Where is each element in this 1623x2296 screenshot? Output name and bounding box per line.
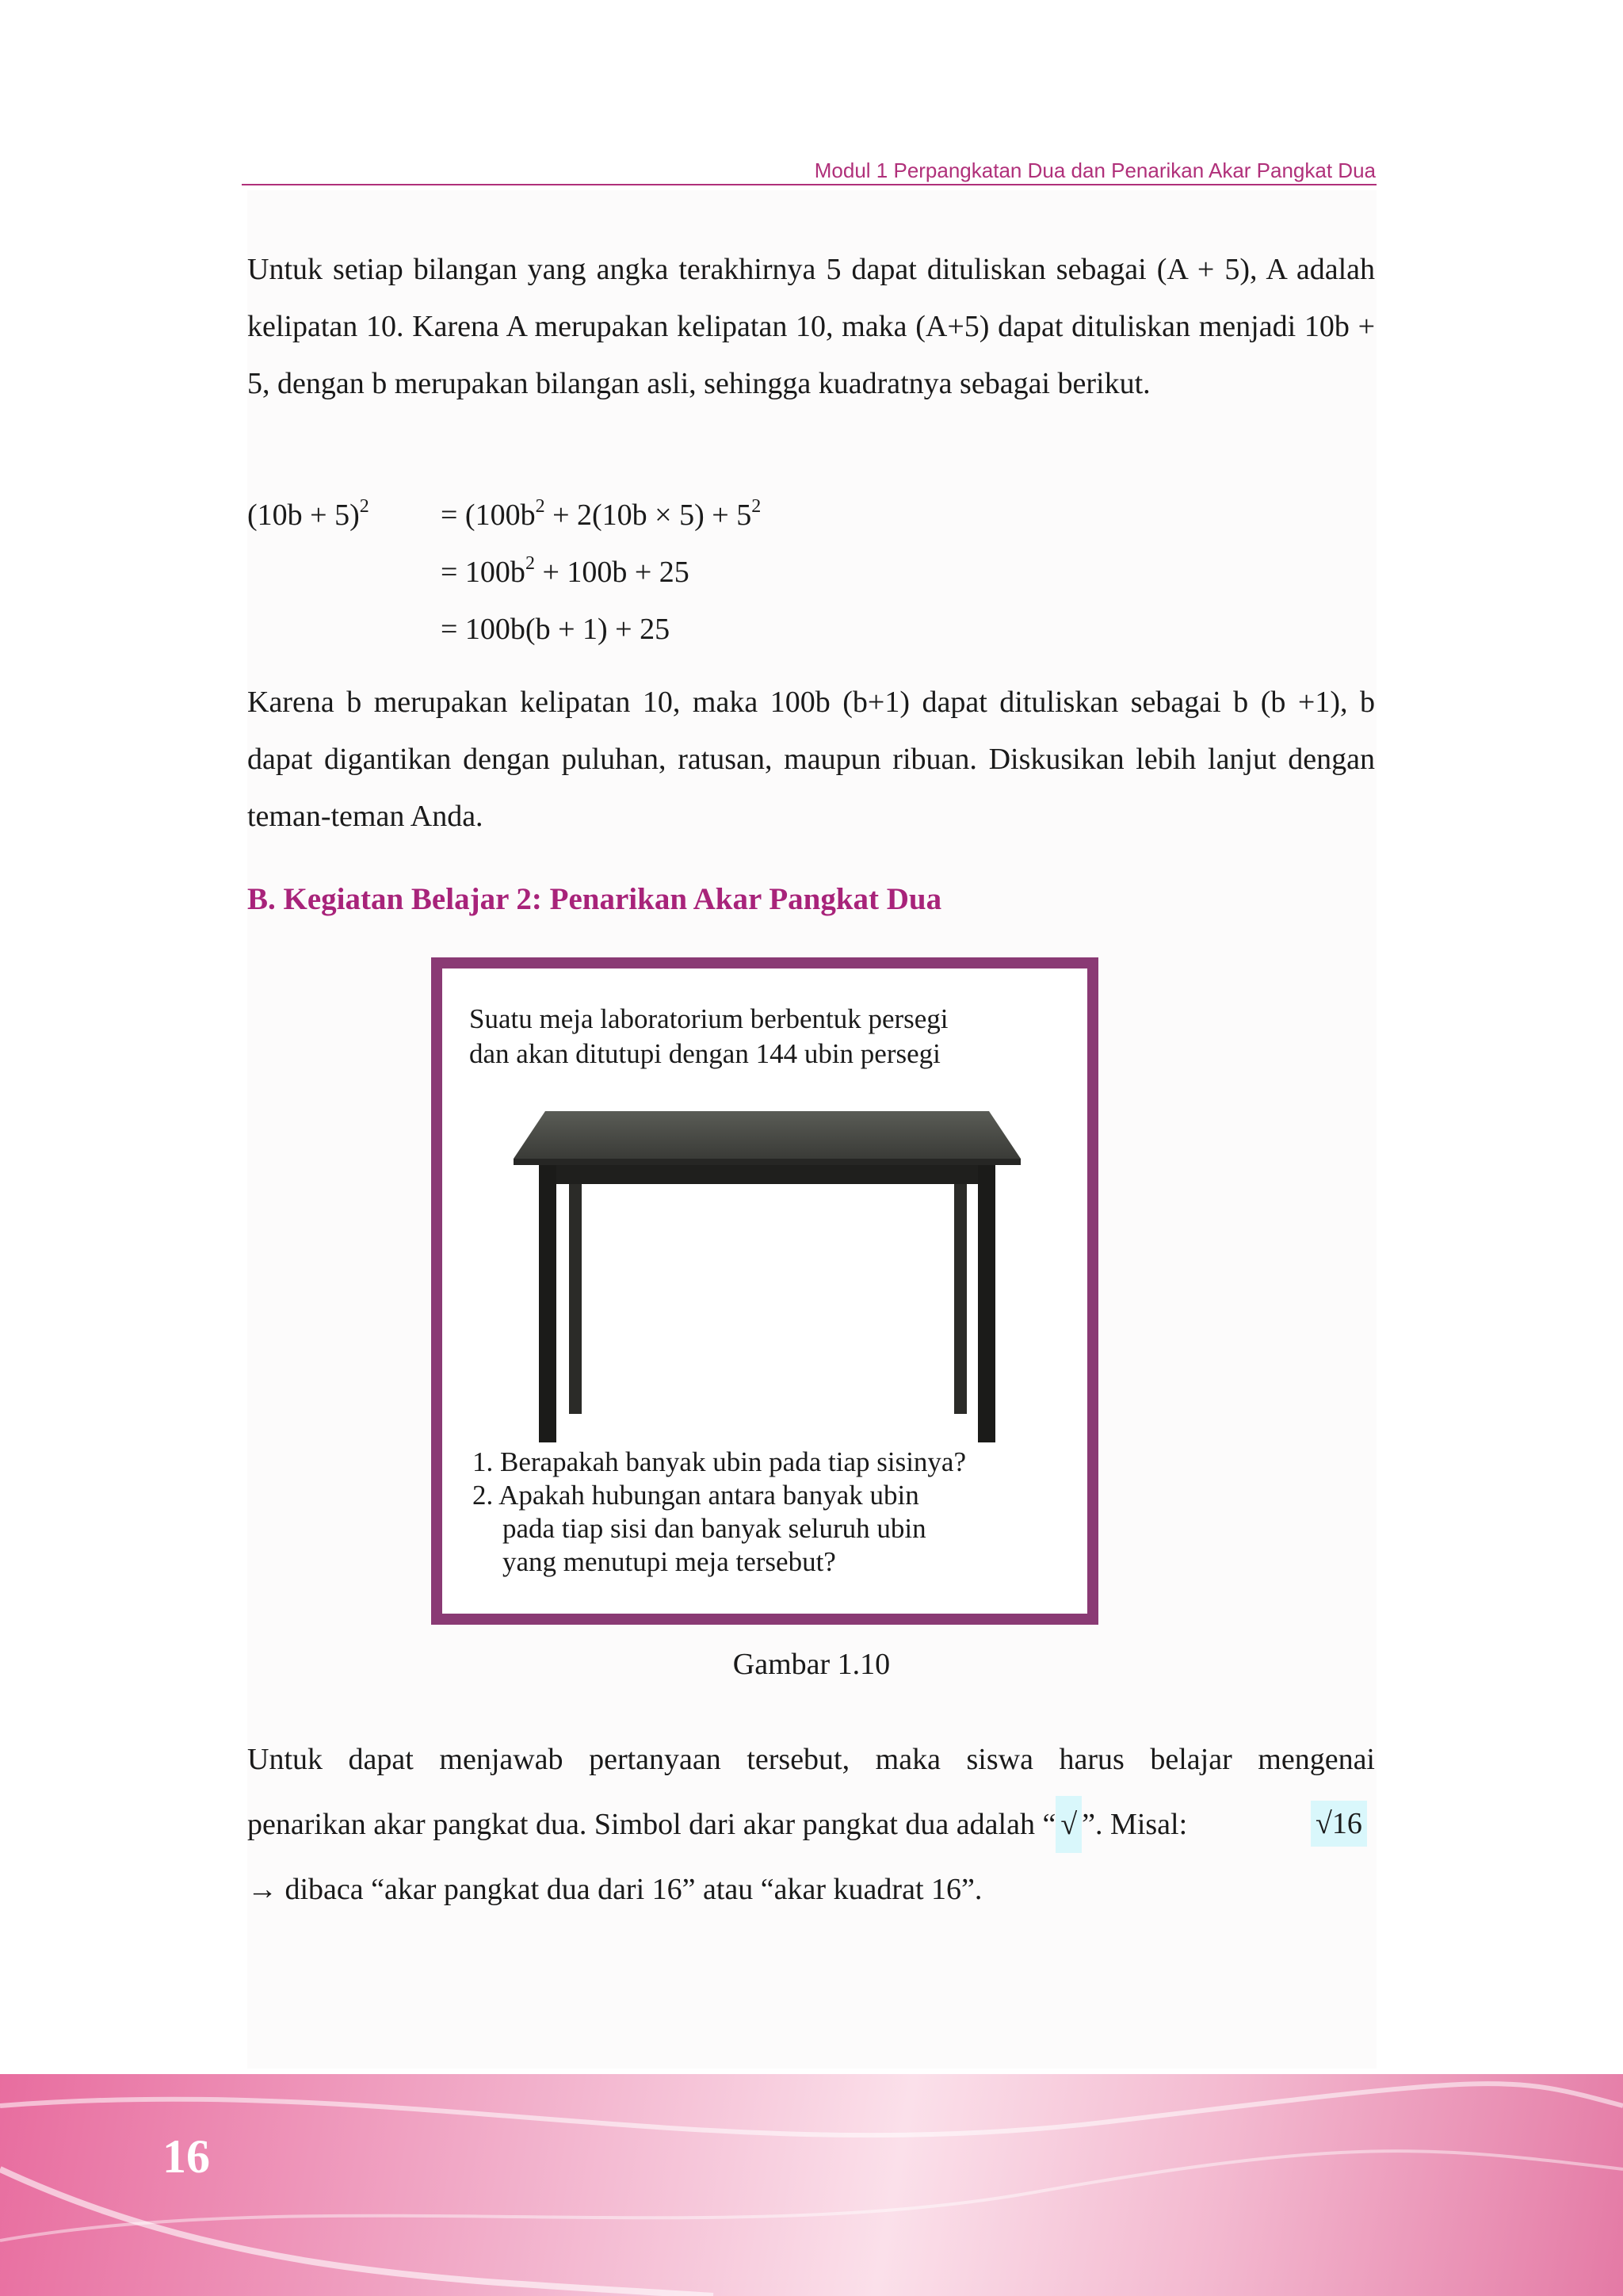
- closing-line-2-part-a: penarikan akar pangkat dua. Simbol dari akar pangkat dua adalah “: [247, 1808, 1056, 1841]
- table-leg-back-left: [569, 1184, 582, 1414]
- table-leg-front-left: [539, 1165, 556, 1442]
- eq2-part-a: = 100b: [441, 556, 525, 589]
- figure-prompt: [469, 1002, 949, 1072]
- eq1-part-a: = (100b: [441, 499, 536, 532]
- page-footer: [0, 2074, 1623, 2296]
- figure-question-2-line-3: yang menutupi meja tersebut?: [502, 1546, 836, 1577]
- figure-prompt-line-1: Suatu meja laboratorium berbentuk persegi: [469, 1003, 949, 1034]
- figure-question-2-line-1: 2. Apakah hubungan antara banyak ubin: [472, 1480, 919, 1511]
- equation-lhs-base: (10b + 5): [247, 499, 360, 532]
- equation-line-2: [441, 555, 689, 590]
- eq1-exponent-1: 2: [535, 496, 545, 517]
- eq2-part-b: + 100b + 25: [534, 556, 689, 589]
- section-heading: B. Kegiatan Belajar 2: Penarikan Akar Pangkat Dua: [247, 882, 942, 916]
- running-header: Modul 1 Perpangkatan Dua dan Penarikan Akar Pangkat Dua: [814, 159, 1376, 182]
- laboratory-table-image: [514, 1103, 1021, 1452]
- closing-line-2-part-b: ”. Misal:: [1082, 1808, 1188, 1841]
- table-apron: [539, 1165, 995, 1184]
- closing-line-1: Untuk dapat menjawab pertanyaan tersebut, maka siswa harus belajar mengenai: [247, 1743, 1375, 1776]
- equation-lhs: [247, 498, 369, 533]
- header-rule: [242, 184, 1377, 185]
- eq2-exponent: 2: [525, 553, 535, 574]
- equation-line-1: [441, 498, 761, 533]
- page-number: 16: [162, 2130, 210, 2183]
- equation-lhs-exponent: 2: [359, 496, 369, 517]
- closing-line-3: → dibaca “akar pangkat dua dari 16” atau “akar kuadrat 16”.: [247, 1873, 983, 1906]
- closing-line-2: [247, 1796, 1375, 1853]
- eq1-part-b: + 2(10b × 5) + 5: [544, 499, 752, 532]
- followup-paragraph: Karena b merupakan kelipatan 10, maka 100b (b+1) dapat dituliskan sebagai b (b +1), b dapat digantikan dengan puluhan, ratusan, maupun ribuan. Diskusikan lebih lanjut dengan teman-teman Anda.: [247, 686, 1375, 833]
- figure-frame: [431, 957, 1098, 1625]
- figure-question-2-line-2: pada tiap sisi dan banyak seluruh ubin: [502, 1513, 926, 1544]
- eq1-exponent-2: 2: [751, 496, 762, 517]
- footer-swoosh: [0, 2074, 1623, 2296]
- equation-line-3: = 100b(b + 1) + 25: [441, 613, 670, 646]
- root-example: √16: [1311, 1801, 1367, 1847]
- figure-caption: Gambar 1.10: [732, 1648, 891, 1681]
- table-leg-back-right: [954, 1184, 967, 1414]
- root-symbol: √: [1056, 1796, 1082, 1853]
- table-top: [514, 1111, 1021, 1159]
- table-top-edge: [514, 1159, 1021, 1165]
- figure-question-1: 1. Berapakah banyak ubin pada tiap sisinya?: [472, 1446, 966, 1477]
- intro-paragraph: Untuk setiap bilangan yang angka terakhirnya 5 dapat dituliskan sebagai (A + 5), A adalah kelipatan 10. Karena A merupakan kelipatan 10, maka (A+5) dapat dituliskan menjadi 10b + 5, dengan b merupakan bilangan asli, sehingga kuadratnya sebagai berikut.: [247, 253, 1375, 400]
- table-leg-front-right: [978, 1165, 995, 1442]
- figure-prompt-line-2: dan akan ditutupi dengan 144 ubin persegi: [469, 1038, 941, 1069]
